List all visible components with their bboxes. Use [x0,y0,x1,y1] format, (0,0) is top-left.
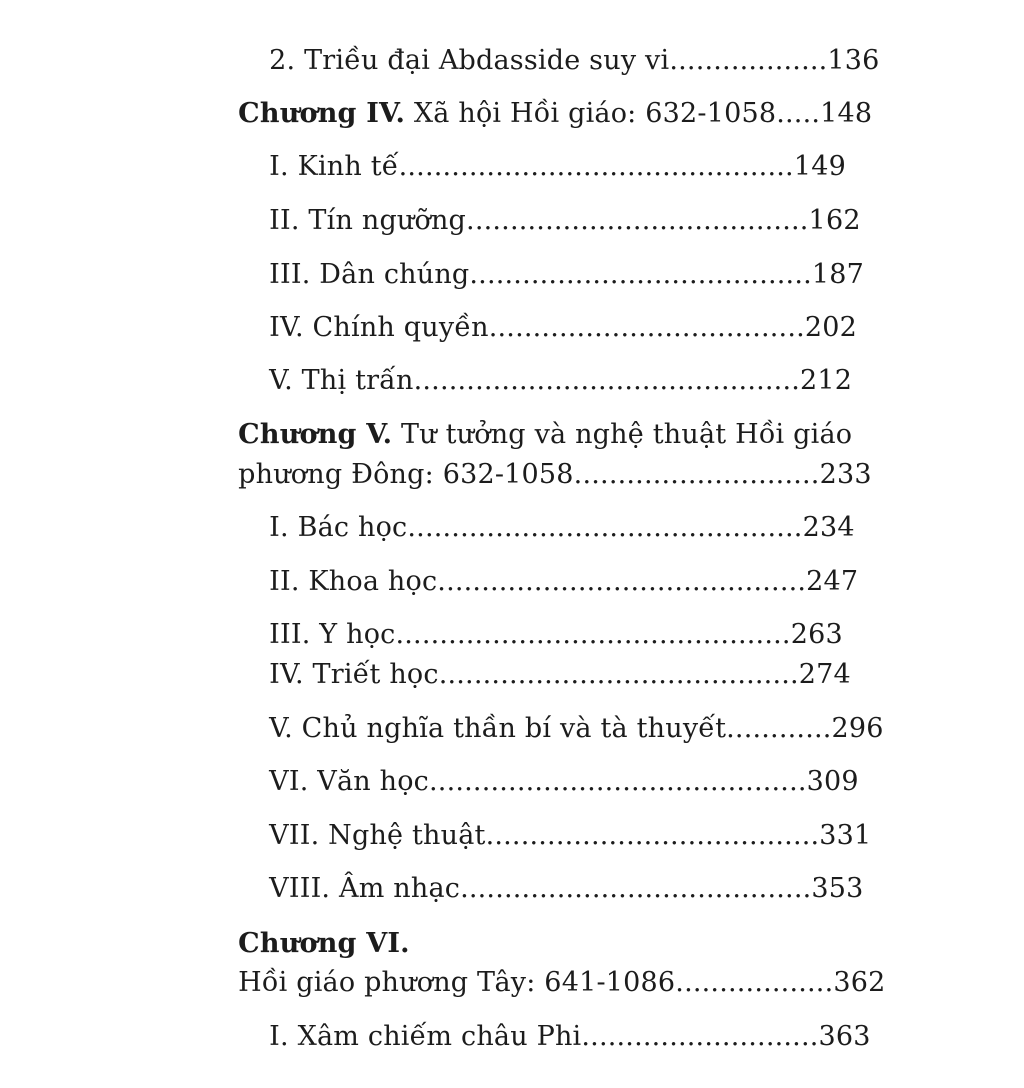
toc-entry-text: VII. Nghệ thuật......................................331 [269,820,872,851]
chapter-title: Tư tưởng và nghệ thuật Hồi giáo [392,419,853,450]
chapter-label: Chương VI. [238,928,410,959]
toc-entry-text: I. Bác học.............................................234 [269,512,855,543]
chapter-label: Chương V. [238,419,393,450]
toc-entry-text: I. Kinh tế.............................................149 [269,151,846,182]
toc-entry-text: I. Xâm chiếm châu Phi...........................363 [269,1021,871,1052]
toc-entry-text: V. Thị trấn............................................212 [269,365,853,396]
toc-entry-text: 2. Triều đại Abdasside suy vi..................136 [269,45,880,76]
toc-entry-text: IV. Chính quyền....................................202 [269,312,858,343]
toc-entry-text: V. Chủ nghĩa thần bí và tà thuyết............296 [269,713,884,744]
toc-entry-text: III. Dân chúng.......................................187 [269,259,865,290]
toc-entry-text: Hồi giáo phương Tây: 641-1086..................362 [238,967,886,998]
toc-entry-text: II. Tín ngưỡng.......................................162 [269,205,861,236]
toc-entry-text: IV. Triết học.........................................274 [269,659,851,690]
toc-entry-text: VI. Văn học...........................................309 [269,766,859,797]
toc-entry-text: III. Y học.............................................263 [269,619,843,650]
toc-entry-text: II. Khoa học..........................................247 [269,566,859,597]
toc-entry-text: VIII. Âm nhạc........................................353 [269,873,864,904]
chapter-label: Chương IV. [238,98,406,129]
toc-entry [234,986,871,1088]
toc-entry-text: phương Đông: 632-1058............................233 [238,459,872,490]
chapter-title: Xã hội Hồi giáo: 632-1058.....148 [405,98,873,129]
